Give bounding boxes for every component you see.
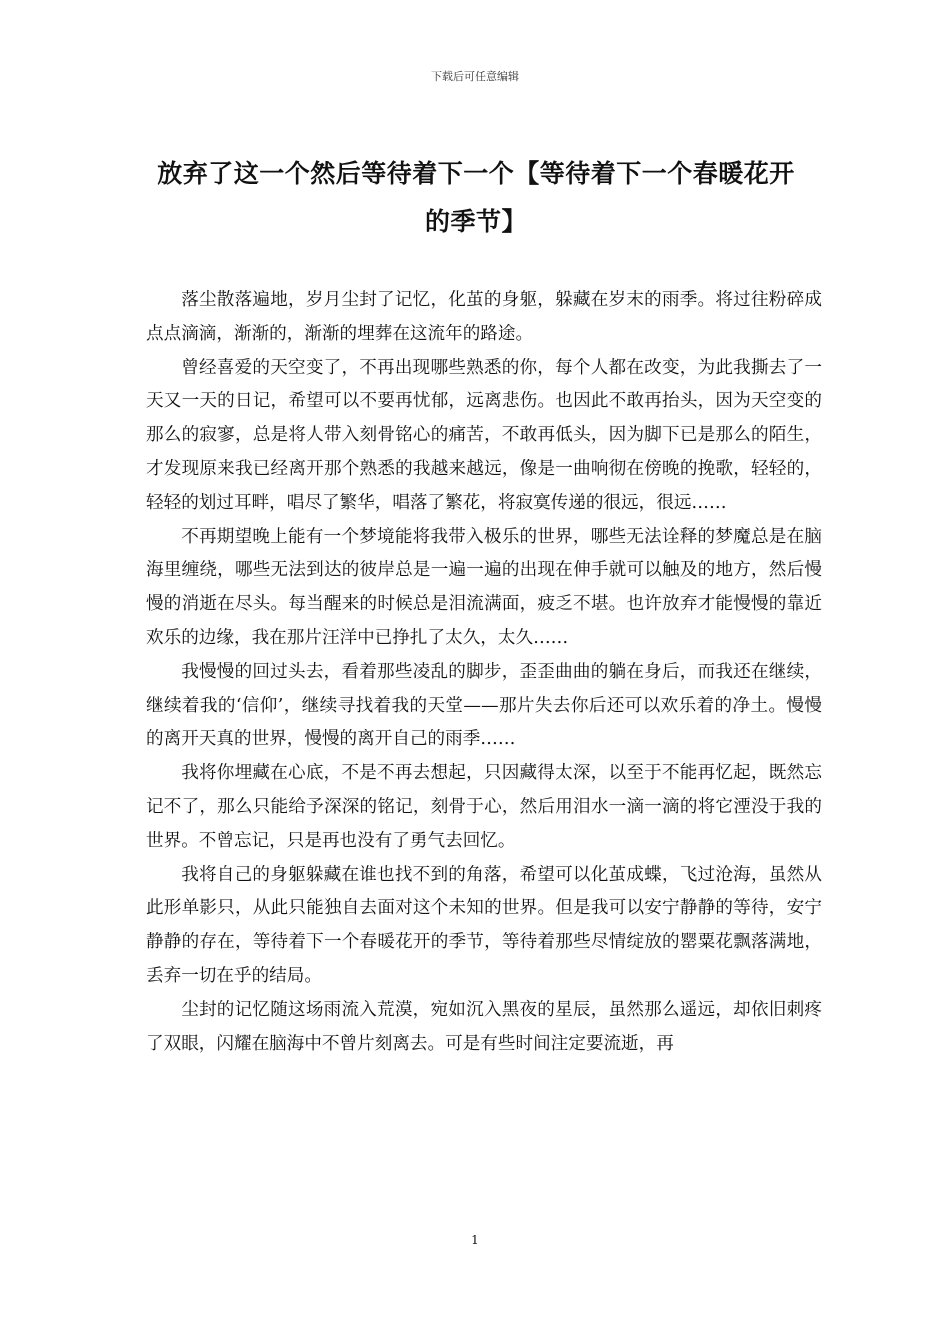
body-text [146, 284, 822, 1061]
document-title: 放弃了这一个然后等待着下一个【等待着下一个春暖花开的季节】 [157, 159, 795, 236]
paragraph: 我将自己的身躯躲藏在谁也找不到的角落，希望可以化茧成蝶，飞过沧海，虽然从此形单影只，从此只能独自去面对这个未知的世界。但是我可以安宁静静的等待，安宁静静的存在，等待着下一个春暖花开的季节，等待着那些尽情绽放的罂粟花飘落满地，丢弃一切在乎的结局。 [146, 864, 822, 986]
paragraph: 曾经喜爱的天空变了，不再出现哪些熟悉的你，每个人都在改变，为此我撕去了一天又一天的日记，希望可以不要再忧郁，远离悲伤。也因此不敢再抬头，因为天空变的那么的寂寥，总是将人带入刻骨铭心的痛苦，不敢再低头，因为脚下已是那么的陌生，才发现原来我已经离开那个熟悉的我越来越远，像是一曲响彻在傍晚的挽歌，轻轻的，轻轻的划过耳畔，唱尽了繁华，唱落了繁花，将寂寞传递的很远，很远…… [146, 357, 822, 513]
page-number: 1 [471, 1233, 479, 1247]
paragraph: 落尘散落遍地，岁月尘封了记忆，化茧的身躯，躲藏在岁末的雨季。将过往粉碎成点点滴滴，渐渐的，渐渐的埋葬在这流年的路途。 [146, 290, 822, 344]
paragraph: 不再期望晚上能有一个梦境能将我带入极乐的世界，哪些无法诠释的梦魔总是在脑海里缠绕，哪些无法到达的彼岸总是一遍一遍的出现在伸手就可以触及的地方，然后慢慢的消逝在尽头。每当醒来的时候总是泪流满面，疲乏不堪。也许放弃才能慢慢的靠近欢乐的边缘，我在那片汪洋中已挣扎了太久，太久…… [146, 526, 822, 648]
paragraph: 尘封的记忆随这场雨流入荒漠，宛如沉入黑夜的星辰，虽然那么遥远，却依旧刺疼了双眼，闪耀在脑海中不曾片刻离去。可是有些时间注定要流逝，再 [146, 999, 822, 1054]
header-note: 下载后可任意编辑 [431, 70, 519, 83]
paragraph: 我慢慢的回过头去，看着那些凌乱的脚步，歪歪曲曲的躺在身后，而我还在继续，继续着我的‘信仰’，继续寻找着我的天堂——那片失去你后还可以欢乐着的净土。慢慢的离开天真的世界，慢慢的离开自己的雨季…… [146, 661, 822, 750]
paragraph: 我将你埋藏在心底，不是不再去想起，只因藏得太深，以至于不能再忆起，既然忘记不了，那么只能给予深深的铭记，刻骨于心，然后用泪水一滴一滴的将它湮没于我的世界。不曾忘记，只是再也没有了勇气去回忆。 [146, 763, 822, 851]
